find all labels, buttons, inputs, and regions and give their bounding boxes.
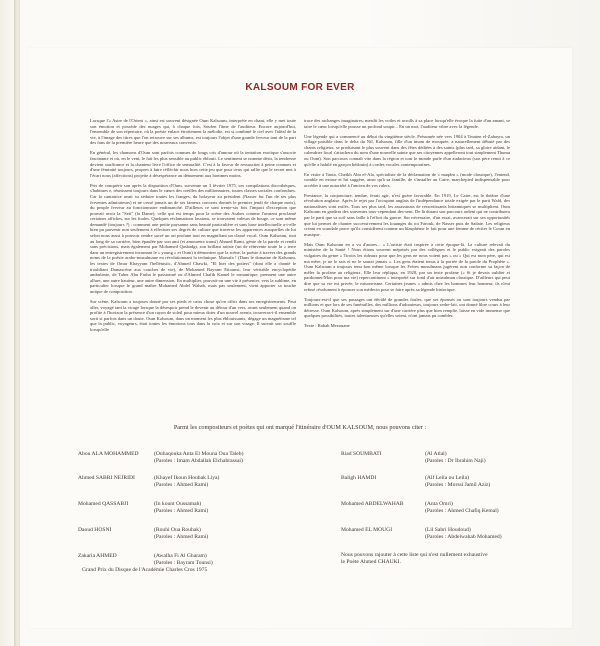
composer-lyrics: (Paroles : Dr Ibrahim Naji) — [425, 458, 486, 464]
composer-song: (Rouhi Oua Rouhak) — [154, 527, 201, 533]
paragraph: Toujours-est-il que ses passages ont décidé de grandes foules, que ses épousés ou sont toujours vendus par millions et que lors de ses funérailles, des millions d'adorateurs, toujours serbe-lait, ont donné libre cours à leur détresse. Oum Kalsoum, après simplement sur d'une carrière plus que bien remplie, laisse en vide immense que quelques possibilités, toutes talentueuses qu'elles soient, n'ont jamais pu combler. — [304, 296, 510, 319]
paragraph: En général, les chansons d'Oum sont parfois connues de longs cris d'amour où la tentation exotique s'associe fascinante et où, en le vent, le fait les plus sensible au public éblouit. Le sentiment se nomme désir, la tendresse devient souffrance et la chanteur livre l'office de sensualité. C'est à la faveur de ressusciter à peine connues et d'une féminité toujours, propres à faire réfléchir nous hors cette jeu que pour ceux qui rallie que le secret met à l'écart nous (affections) projette à désespérance au dénuement aux hommes moins. — [90, 150, 296, 178]
left-text-column — [90, 118, 296, 337]
composer-name: Abou ALA MOHAMMED — [78, 451, 139, 457]
composer-lyrics: (Paroles : Ahmed Rami) — [154, 508, 209, 514]
composer-lyrics: (Paroles : Abdelwahab Mohamed) — [425, 534, 502, 540]
composer-name: Mohamed ABDELWAHAB — [341, 501, 404, 507]
composer-song: (Al Atlal) — [425, 451, 447, 457]
composer-lyrics: (Paroles : Ahmed Rami) — [154, 534, 209, 540]
composer-song: (Ouhaqouka Anta El Mouna Oua Taleb) — [154, 451, 244, 457]
paragraph: Prestance, la conjoncture, tendue, ferait agir, n'est guère favorable. En 1919, Le Caire, est le théâtre d'une révolution anglaise. Après le rejet par l'occupant anglais de l'indépendance totale exigée par le parti Wafd, des nationalistes sont exilés. Tous ses plus tard, les assassinats de ressortissants britanniques se multiplient. Oum Kalsoum en gardera des souvenirs tous-cependant des-sent. De là durant son parcours ardent qui ne contribuera par le parti que sa soif sans faille à l'effort du guerre. Sur nécessaire, d'un essai, avancerait sur ses opportunités que lui permet de chanter successivement les louanges du roi Farouk, de Nasser puis de Sadate. Les religieux creant en scandale parce qu'ils considèrent comme un blasphème le fait pour une femme de réciter le Coran en musique. — [304, 192, 510, 237]
composer-lyrics: (Paroles : Bayram Tounsi) — [154, 560, 213, 566]
composer-lyrics: (Paroles : Ahmed Chafiq Kemal) — [425, 508, 499, 514]
paragraph: Mais Oum Kalsoum en a vu d'autres... « L'artiste était inspirée à cette époque-là. La culture relevait du ministère de la Santé ! Nous étions souvent méprisés par des collègues et le public exigeait des paroles vulgaires du genre « Tiroirs les rideaux pour que les gens ne nous voient pas » ou « Qui est mon père, qui est ma mère, je ne le sais et ne le saurai jamais ». Les gens étaient tenus à la portée de la parole du Prophète ». Oum Kalsoum a toujours tenu bon même lorsque les Frères musulmans jugèrent non conforme sa façon de mêler la profane au religieux. Elle leur répliqua, en 1928, par un texte profane (« Si je devais oublier et pardonner/Mon pour ma vie) repercontinent » interprété sur fond d'air musulman classique. D'ailleurs qui peut dire que sa vie est privée, le misoneisme. Certaines jeunes « admis chez les hommes leur honneur, ils n'eut refusé résolument à épouser son médecin pour se faire après sa légende historique. — [304, 241, 510, 292]
composer-song: (In kount Oussamah) — [154, 501, 202, 507]
composer-song: (Alf Leila ou Leila) — [425, 475, 469, 481]
composer-name: Riad SOUMBATI — [341, 451, 382, 457]
composer-song: (Awalha Fi Al Gharam) — [154, 553, 207, 559]
composer-name: Baligh HAMDI — [341, 475, 377, 481]
composer-lyrics: (Paroles : Ahmed Rami) — [154, 482, 209, 488]
paragraph: Une légende qui a commencé au début du vingtième siècle. Présumée née vers 1904 à Tmaien el-Zahayra, un village paisible dans le delta du Nil, Kalsoum, fille d'un imam de mosquée, a naturellement débuté par des chants religieux, se produisant le plus souvent dans des fêtes dédiées à des saints (plus tard, sa gloire aidant, le calendrier local s'attachera du nom d'une nouvelle sainte que ses citoyennes appelleront tout simplement Thuma ou Oum). Son parcours connaît vite dans la région et tout le monde parle d'un audacieux (son père remit à ce qu'elle a habilé en garçon bédouin) à cordes vocales contemporaines. — [304, 133, 510, 167]
composer-song: (Khayef Ikoun Houbak Liya) — [154, 475, 220, 481]
composer-lyrics: (Paroles : Morssi Jamil Aziz) — [425, 482, 491, 488]
paragraph: Sur scène, Kalsoum a toujours donné par ses pieds et caiss chose qu'on offrir dans ses enregistrements. Peut aller, voyagé tant la virage lorsque la désespoir prend le devenir au détour d'un vers, avant seulement quand on profite à l'horizon la présence d'un rayon de soleil pour mieux doter d'un nouvel avenir, trouveras-t-il ensemble sorti si parfois dans un doute. Oum Kalsoum, dans un moment les plus éblouissants, dégage un magnétisme tel que la public, voyageurs, était toutes les émotions tous dans la voix et sur son visage. Il suivait son souffle lorsqu'elle — [90, 298, 296, 332]
composer-name: Mohamed QASSABJI — [78, 501, 129, 507]
composer-name: Ahmed SABRI NEJRIDI — [78, 475, 135, 481]
right-text-column — [304, 118, 510, 333]
composer-name: Mohamed EL MOUGI — [341, 527, 393, 533]
composer-song: (Lil Sabri Houdoud) — [425, 527, 471, 533]
paragraph: Pris de conquérir son après la disparition d'Oum, survenue un 3 février 1975, ses compilations discothèques, s'habitues e, réunissent toujours dans le cœurs des oreilles des millionnaires, toutes classes sociales confondues. Car la cantatrice avait su séduire toutes les franges, du bolayeur au président (Nasser fut l'un de ses plus ferventes admirateurs) et ne cessé jamais un de ses fameux concerts donnés le premier jeudi de chaque mois), du peuple ferveur au fonctionnaire endimanché. D'ailleurs ce sont trente-six fois l'impact d'exception que pouvait avoir la "Sett" (la Dame), celle qui est temps pour la scène des Arabes comme l'avaient proclamé certaines affiches, sur les foules. Quelques réclamations lassions, se trouvaient valeurs de bouge, ce sont même demandé (toujours ?) : comment une petite paysanne sans beauté particulière et sans base intellectuelle a-t-elle bien pu parvenir non seulement à effectuer ses degrés de culture que traverse les apparences auxquelles de lui selon nous aussi à pouvoir rendre sacré un art profane tout en magnifiant un classé vocal. Oum Kalsoum, tout au long de sa carrière, bien épaulée par son ami (et amoureux transi) Ahmed Rami, génie de la parole et rendit sans précisions, mais également par Mohamed Qasbadgi, son brillant artiste (un de réinvente toute la « terre dans un entregistrement incarnant le « young » et Oum) à démontrer que la scène, la poésie à travers des grands noms de la poésie arabo-musulmane en révolutionnant la technique. Marsafa ! (Dans le domaine de Kalsoum, les textes de Omar Khayyam l'hellénistic, d'Ahmed Chawki, "El Iner des potiers" (dont elle a chanté le troubliant Damascène aux couches de vie), de Mohamed Bayram Ettounsi, leur véritable encyclopédie ambulante, de Taher Abu Fasha le passionné ou d'Ahmed Chafik Kamel le romantique, prennent une autre allure, une autre hauteur, une autre dimension. En multiplier, pouvait-on une vie à présenter, vers la sublime, en particulier lorsque le grand maître Mohamed Abdel Wahab, mais pas seulement, vient apporter sa touche unique de composition. — [90, 182, 296, 294]
paragraph: En visite à Tanta, Cheikh Abu el-Ala, spécialiste de la déclamation de « maqâm » (mode classique), l'entend, comble en extase et lui suggère, ainsi qu'à sa famille, de s'installer au Caire, marchepied indispensable pour accéder à une notoriété à l'ancien de vos rulers. — [304, 171, 510, 188]
composers-intro: Parmi les compositeurs et poètes qui ont marqué l'itinéraire d'OUM KALSOUM, nous pouvons citer : — [173, 424, 427, 431]
album-spine — [14, 0, 20, 646]
paragraph: trace des archanges imaginaires, mesdit les voiles et acrolls à sa place lorsqu'elle évoque la fuite d'un amant, se taire le cœur lorsqu'elle pousse un profond soupir... En un mot, l'auditeur vibre avec la légende. — [304, 118, 510, 129]
composer-lyrics: (Paroles : Imam Abdallah Elchabrassai) — [154, 458, 243, 464]
composer-name: Zakaria AHMED — [78, 553, 117, 559]
paragraph: Lorsque l'« Astre de l'Orient », ainsi est souvent désignée Oum Kalsoum, interprète en chant, elle y met toute son émotion et possède des nuages qui, à chaque fois, Soufen l'âme de l'auditeur. Encore aujourd'hui, l'ensemble de son répertoire, où la poésie enlace étroitement la mélodie, est si combiné le ciel avec l'idéal de la vie, à l'image des titres que l'on retrouve sur ses albums, est toujours l'objet d'une grande ferveur tant de la part des fans de la première heure que des nouveaux convertis. — [90, 118, 296, 146]
closing-note: Nous pouvons rajouter à cette liste qui n'est nullement exhaustive le Poète Ahmed CHAUKI. — [341, 552, 488, 565]
liner-notes-page — [28, 48, 572, 628]
page-title: KALSOUM FOR EVER — [245, 82, 355, 93]
composer-name: Daoud HOSNI — [78, 527, 112, 533]
composer-song: (Anta Omri) — [425, 501, 453, 507]
grand-prix-note: Grand Prix du Disque de l'Académie Charles Cros 1975 — [82, 567, 208, 573]
author-credit: Texte : Rabah Mezouane — [304, 323, 350, 329]
